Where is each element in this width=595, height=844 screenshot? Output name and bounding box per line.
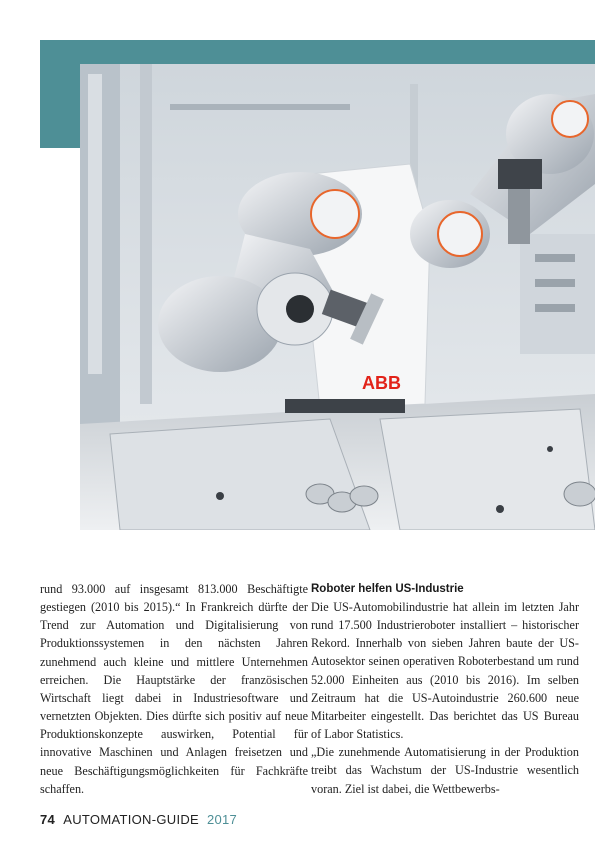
article-right-column <box>311 580 579 798</box>
left-paragraph: rund 93.000 auf insgesamt 813.000 Beschäftigte gestiegen (2010 bis 2015).“ In Frankreich dürfte der Trend zur Automation und Digitalisierung von Produktionssystemen in den nächsten Jahren zunehmend auch kleine und mittlere Unternehmen erreichen. Die Hauptstärke der französischen Wirtschaft liegt dabei in Industriesoftware und vernetzten Objekten. Dies dürfte sich positiv auf neue Produktionskonzepte auswirken, Potential für innovative Maschinen und Anlagen freisetzen und neue Beschäftigungsmöglichkeiten für Fachkräfte schaffen. <box>40 582 308 796</box>
publication-name: AUTOMATION-GUIDE <box>63 812 200 827</box>
page-number: 74 <box>40 812 56 827</box>
page-footer <box>40 812 237 827</box>
right-paragraph-2: „Die zunehmende Automatisierung in der Produktion treibt das Wachstum der US-Industrie wesentlich voran. Ziel ist dabei, die Wettbewerbs- <box>311 745 579 796</box>
section-heading: Roboter helfen US-Industrie <box>311 583 464 595</box>
article-left-column <box>40 580 308 798</box>
robot-illustration <box>80 64 595 530</box>
robot-photo <box>80 64 595 530</box>
right-paragraph-1: Die US-Automobilindustrie hat allein im letzten Jahr rund 17.500 Industrieroboter installiert – historischer Rekord. Innerhalb von sieben Jahren baute der US-Autosektor seinen operativen Roboterbestand um rund 52.000 Einheiten aus (2010 bis 2016). Im selben Zeitraum hat die US-Autoindustrie 260.600 neue Mitarbeiter eingestellt. Das berichtet das US Bureau of Labor Statistics. <box>311 600 579 742</box>
publication-year: 2017 <box>206 812 238 827</box>
abb-logo: ABB <box>362 373 401 393</box>
